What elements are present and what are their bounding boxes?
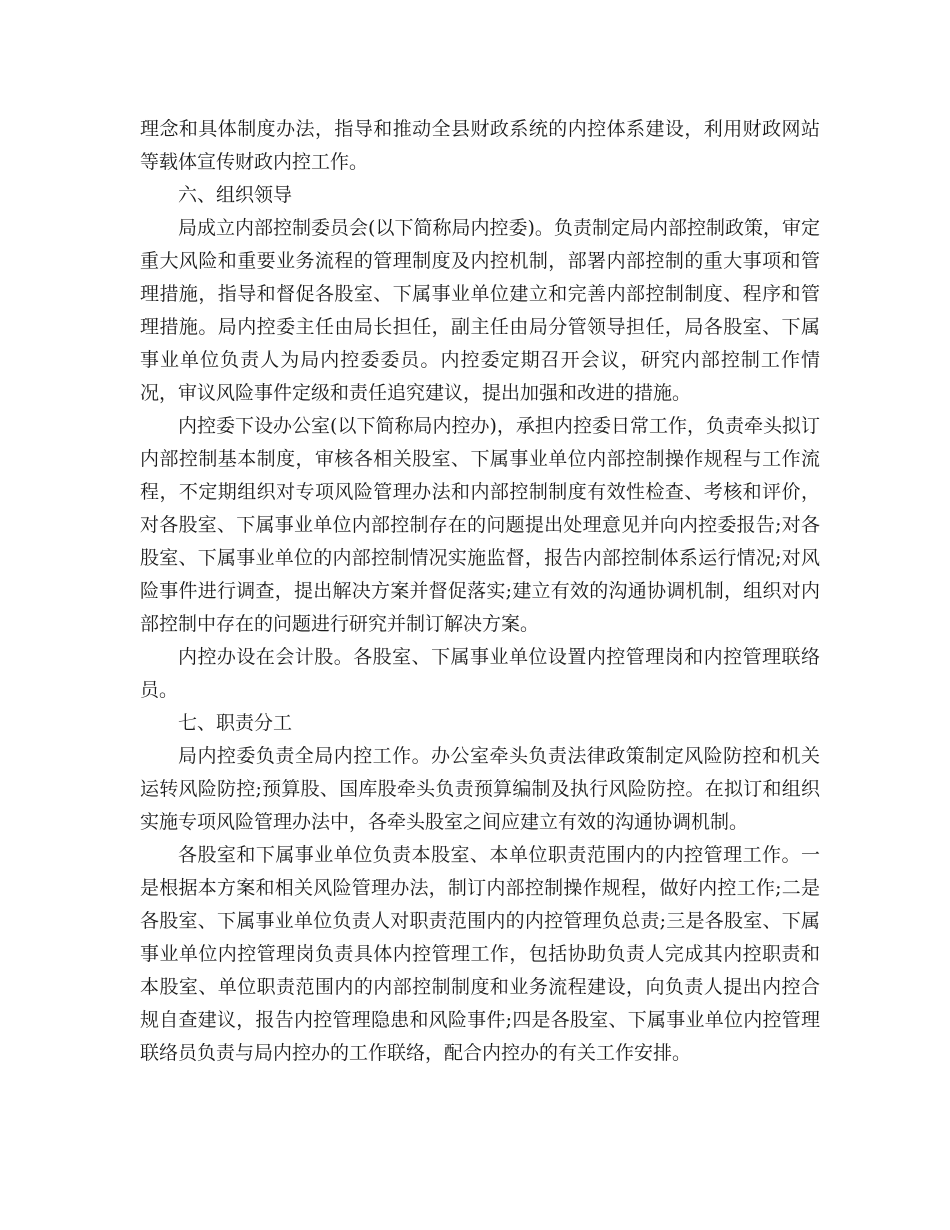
paragraph-continuation: 理念和具体制度办法，指导和推动全县财政系统的内控体系建设，利用财政网站等载体宣传财政内控工作。 <box>140 118 820 173</box>
section-heading-organization: 六、组织领导 <box>178 184 293 206</box>
paragraph-office: 内控委下设办公室(以下简称局内控办)，承担内控委日常工作，负责牵头拟订内部控制基本制度，审核各相关股室、下属事业单位内部控制操作规程与工作流程，不定期组织对专项风险管理办法和内部控制制度有效性检查、考核和评价，对各股室、下属事业单位内部控制存在的问题提出处理意见并向内控委报告;对各股室、下属事业单位的内部控制情况实施监督，报告内部控制体系运行情况;对风险事件进行调查，提出解决方案并督促落实;建立有效的沟通协调机制，组织对内部控制中存在的问题进行研究并制订解决方案。 <box>140 415 820 635</box>
section-heading-duties: 七、职责分工 <box>178 712 293 734</box>
document-body <box>140 113 820 1070</box>
paragraph-office-location: 内控办设在会计股。各股室、下属事业单位设置内控管理岗和内控管理联络员。 <box>140 646 820 701</box>
paragraph-duties-units: 各股室和下属事业单位负责本股室、本单位职责范围内的内控管理工作。一是根据本方案和相关风险管理办法，制订内部控制操作规程，做好内控工作;二是各股室、下属事业单位负责人对职责范围内的内控管理负总责;三是各股室、下属事业单位内控管理岗负责具体内控管理工作，包括协助负责人完成其内控职责和本股室、单位职责范围内的内部控制制度和业务流程建设，向负责人提出内控合规自查建议，报告内控管理隐患和风险事件;四是各股室、下属事业单位内控管理联络员负责与局内控办的工作联络，配合内控办的有关工作安排。 <box>140 844 820 1064</box>
paragraph-committee: 局成立内部控制委员会(以下简称局内控委)。负责制定局内部控制政策，审定重大风险和重要业务流程的管理制度及内控机制，部署内部控制的重大事项和管理措施，指导和督促各股室、下属事业单位建立和完善内部控制制度、程序和管理措施。局内控委主任由局长担任，副主任由局分管领导担任，局各股室、下属事业单位负责人为局内控委委员。内控委定期召开会议，研究内部控制工作情况，审议风险事件定级和责任追究建议，提出加强和改进的措施。 <box>140 217 820 404</box>
paragraph-duties-overall: 局内控委负责全局内控工作。办公室牵头负责法律政策制定风险防控和机关运转风险防控;预算股、国库股牵头负责预算编制及执行风险防控。在拟订和组织实施专项风险管理办法中，各牵头股室之间应建立有效的沟通协调机制。 <box>140 745 820 833</box>
